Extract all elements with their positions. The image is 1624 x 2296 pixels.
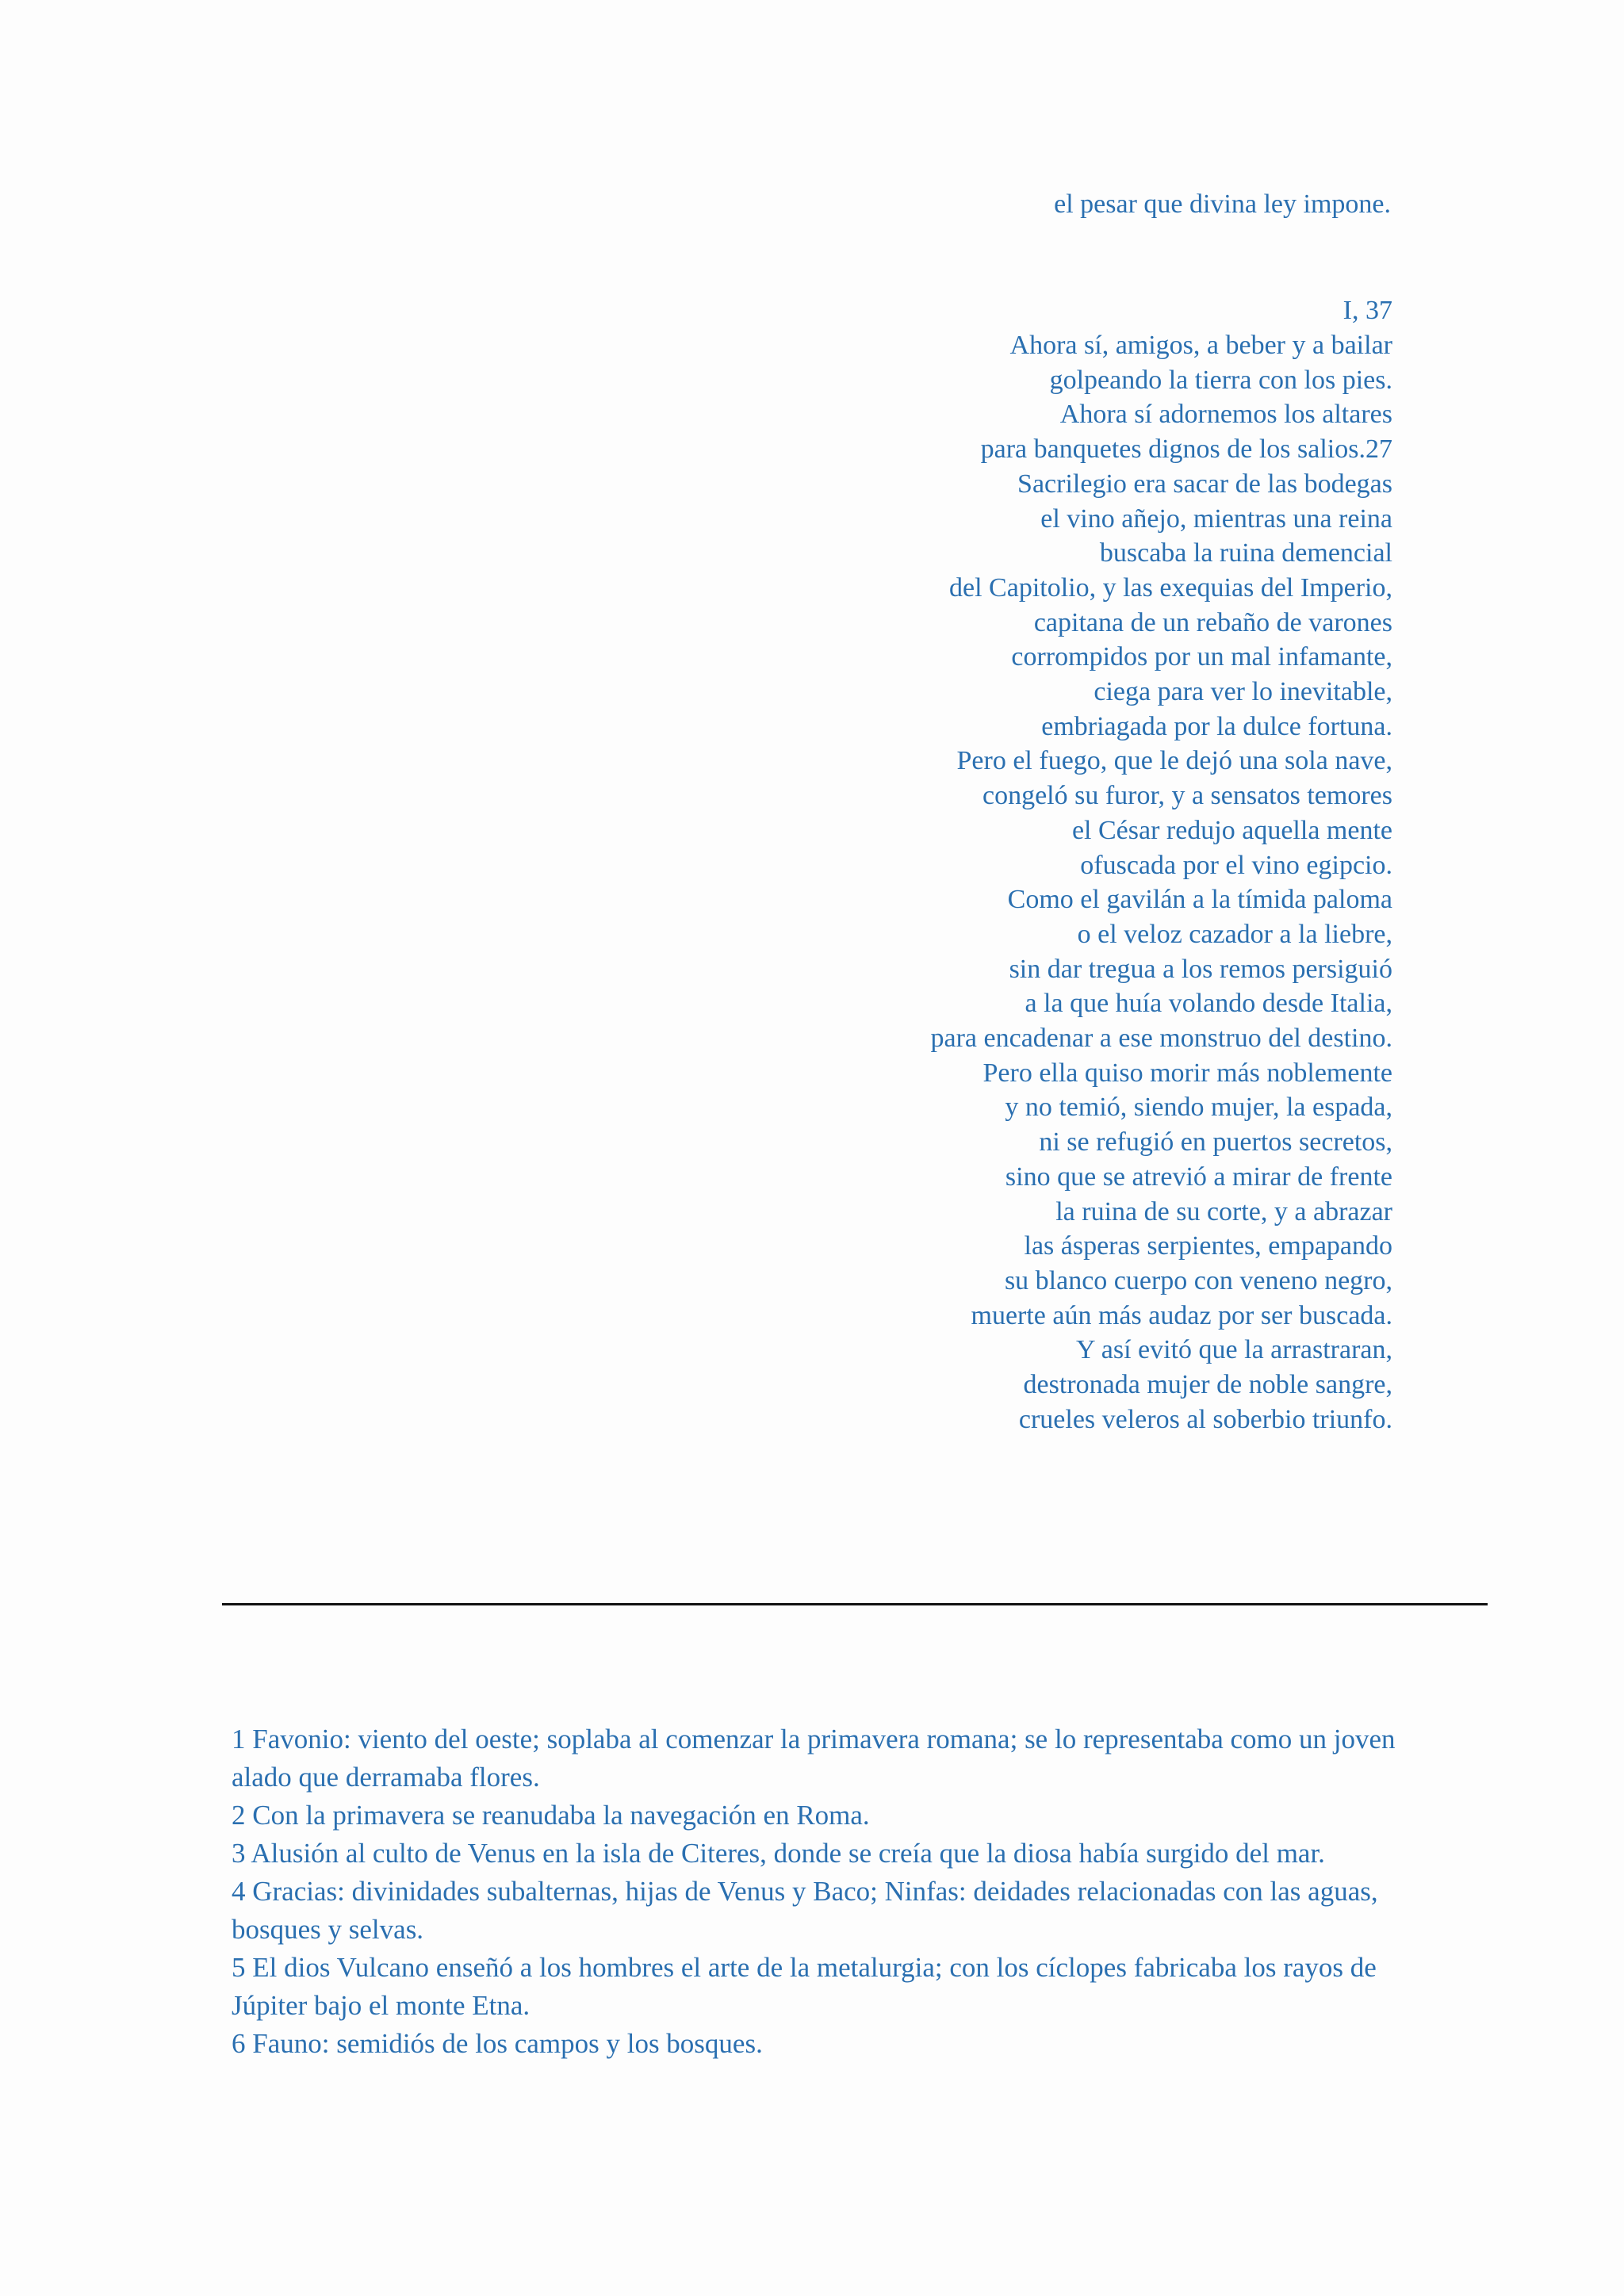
poem-line: el vino añejo, mientras una reina (1040, 503, 1392, 534)
poem-line: Y así evitó que la arrastraran, (1075, 1335, 1392, 1365)
footnote-5: 5 El dios Vulcano enseñó a los hombres el arte de la metalurgia; con los cíclopes fabricaba los rayos de Júpiter bajo el monte Etna. (232, 1952, 1377, 2021)
poem-line: el César redujo aquella mente (1071, 815, 1392, 845)
poem (931, 293, 1392, 1437)
poem-line: golpeando la tierra con los pies. (1049, 365, 1392, 395)
poem-line: destronada mujer de noble sangre, (1023, 1370, 1392, 1400)
poem-line: a la que huía volando desde Italia, (1025, 989, 1392, 1019)
previous-poem-last-line: el pesar que divina ley impone. (1054, 189, 1391, 219)
poem-line: ciega para ver lo inevitable, (1094, 677, 1392, 707)
poem-line: buscaba la ruina demencial (1099, 538, 1392, 568)
footnote-separator (222, 1603, 1488, 1605)
poem-line: para encadenar a ese monstruo del destino. (930, 1024, 1392, 1054)
poem-line: congeló su furor, y a sensatos temores (982, 781, 1392, 811)
poem-line: para banquetes dignos de los salios.27 (980, 434, 1392, 465)
poem-line: sino que se atrevió a mirar de frente (1005, 1161, 1392, 1192)
poem-line: corrompidos por un mal infamante, (1011, 642, 1392, 672)
poem-line: Pero ella quiso morir más noblemente (982, 1058, 1392, 1088)
poem-line: Ahora sí, amigos, a beber y a bailar (1009, 331, 1392, 360)
footnote-2: 2 Con la primavera se reanudaba la navegación en Roma. (232, 1800, 870, 1831)
poem-line: su blanco cuerpo con veneno negro, (1004, 1265, 1392, 1295)
poem-line: embriagada por la dulce fortuna. (1041, 711, 1392, 741)
poem-line: la ruina de su corte, y a abrazar (1055, 1196, 1392, 1226)
poem-line: Sacrilegio era sacar de las bodegas (1017, 469, 1392, 499)
poem-line: Ahora sí adornemos los altares (1059, 400, 1392, 430)
footnote-6: 6 Fauno: semidiós de los campos y los bosques. (232, 2028, 763, 2059)
poem-line: Pero el fuego, que le dejó una sola nave, (956, 746, 1392, 776)
poem-line: capitana de un rebaño de varones (1033, 607, 1392, 637)
poem-line: y no temió, siendo mujer, la espada, (1005, 1093, 1392, 1123)
poem-line: o el veloz cazador a la liebre, (1077, 919, 1392, 949)
footnote-1: 1 Favonio: viento del oeste; soplaba al comenzar la primavera romana; se lo representaba como un joven alado que derramaba flores. (232, 1724, 1396, 1793)
footnotes (232, 1720, 1421, 2063)
footnote-4: 4 Gracias: divinidades subalternas, hijas de Venus y Baco; Ninfas: deidades relacionadas con las aguas, bosques y selvas. (232, 1876, 1378, 1945)
poem-line: ni se refugió en puertos secretos, (1039, 1127, 1392, 1158)
footnote-3: 3 Alusión al culto de Venus en la isla de Citeres, donde se creía que la diosa había surgido del mar. (232, 1838, 1325, 1869)
poem-line: Como el gavilán a la tímida paloma (1007, 885, 1392, 915)
poem-line: del Capitolio, y las exequias del Imperio, (949, 572, 1392, 603)
poem-number: I, 37 (1342, 296, 1392, 325)
poem-line: las ásperas serpientes, empapando (1024, 1231, 1392, 1261)
poem-line: muerte aún más audaz por ser buscada. (971, 1300, 1392, 1330)
poem-lines (931, 328, 1392, 1437)
poem-line: crueles veleros al soberbio triunfo. (1018, 1404, 1392, 1434)
poem-line: ofuscada por el vino egipcio. (1080, 850, 1392, 880)
poem-line: sin dar tregua a los remos persiguió (1009, 954, 1392, 984)
